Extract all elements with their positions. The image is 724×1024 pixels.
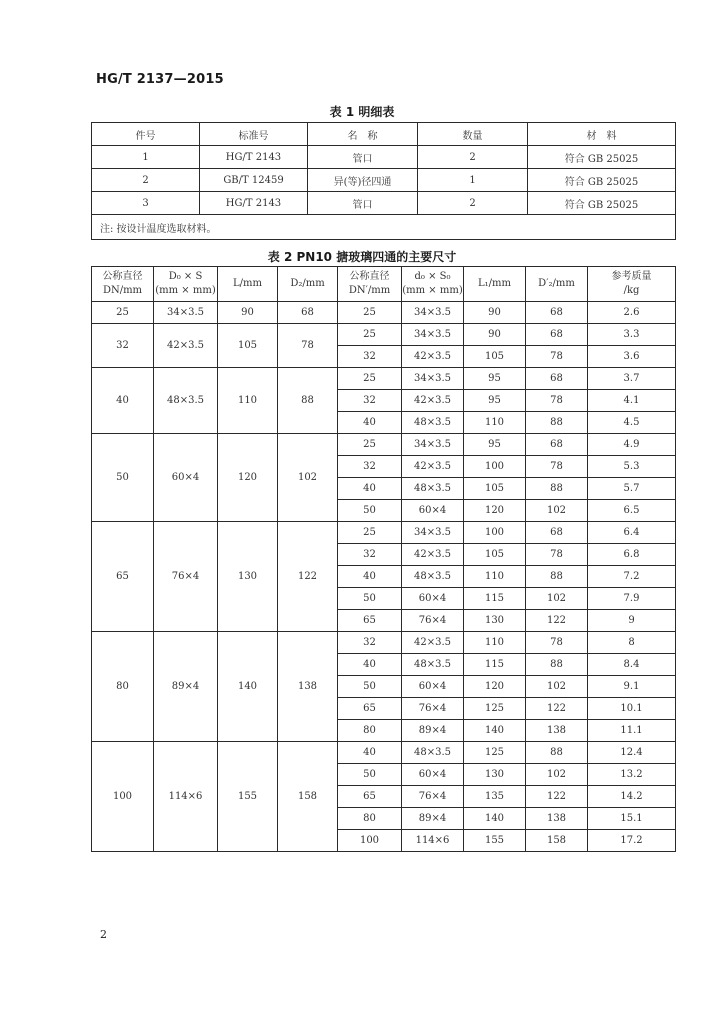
table2-cell: 115	[464, 588, 526, 610]
table2-header-cell	[588, 267, 676, 302]
table2-header-line: 公称直径	[102, 271, 143, 282]
table1-cell: 符合 GB 25025	[528, 146, 676, 169]
table2-cell: 78	[526, 632, 588, 654]
table1-caption: 表 1 明细表	[329, 105, 395, 119]
table2-cell: 76×4	[402, 610, 464, 632]
table2-cell: 2.6	[588, 302, 676, 324]
table2-cell: 40	[338, 566, 402, 588]
table2-header-row	[92, 267, 676, 302]
table2-cell: 100	[464, 522, 526, 544]
parts-list-table	[91, 122, 676, 240]
table2-cell: 60×4	[402, 500, 464, 522]
table2-cell: 90	[464, 324, 526, 346]
table2-cell: 68	[526, 324, 588, 346]
table2-cell: 80	[338, 808, 402, 830]
table1-cell: 符合 GB 25025	[528, 192, 676, 215]
table1-cell: 1	[92, 146, 200, 169]
table2-cell: 4.9	[588, 434, 676, 456]
table2-group-cell: 32	[92, 324, 154, 368]
table1-header-cell: 标准号	[200, 123, 308, 146]
table2-header-cell	[278, 267, 338, 302]
table1-header-cell: 名 称	[308, 123, 418, 146]
table2-cell: 25	[338, 522, 402, 544]
table2-cell: 100	[338, 830, 402, 852]
table2-cell: 125	[464, 698, 526, 720]
table1-cell: 异(等)径四通	[308, 169, 418, 192]
table2-cell: 115	[464, 654, 526, 676]
table1-cell: 符合 GB 25025	[528, 169, 676, 192]
table1-cell: 2	[92, 169, 200, 192]
table2-cell: 110	[464, 632, 526, 654]
table2-cell: 3.6	[588, 346, 676, 368]
table2-group-cell: 122	[278, 522, 338, 632]
table2-cell: 88	[526, 478, 588, 500]
table2-cell: 9	[588, 610, 676, 632]
standard-code: HG/T 2137—2015	[96, 72, 224, 87]
table2-header-line: DN/mm	[102, 285, 143, 296]
table2-cell: 110	[464, 566, 526, 588]
table2-cell: 68	[526, 302, 588, 324]
table2-group-cell: 120	[218, 434, 278, 522]
table2-cell: 68	[526, 522, 588, 544]
table2-header-line: D₀ × S	[168, 271, 203, 282]
table2-cell: 48×3.5	[402, 566, 464, 588]
table2-cell: 32	[338, 632, 402, 654]
table2-cell: 140	[464, 808, 526, 830]
table2-cell: 89×4	[402, 808, 464, 830]
table2-header-line: D₂/mm	[290, 278, 325, 289]
table1-cell: GB/T 12459	[200, 169, 308, 192]
table2-header-line: d₀ × S₀	[414, 271, 451, 282]
table2-cell: 34×3.5	[402, 522, 464, 544]
table1-cell: 1	[418, 169, 528, 192]
table1-cell: 2	[418, 146, 528, 169]
table2-cell: 120	[464, 500, 526, 522]
table2-group-cell: 80	[92, 632, 154, 742]
table2-cell: 60×4	[402, 764, 464, 786]
table2-cell: 42×3.5	[402, 390, 464, 412]
table1-cell: 3	[92, 192, 200, 215]
table2-cell: 48×3.5	[402, 654, 464, 676]
table2-cell: 60×4	[402, 676, 464, 698]
table2-cell: 25	[338, 434, 402, 456]
table2-cell: 80	[338, 720, 402, 742]
table2-cell: 76×4	[402, 698, 464, 720]
table2-group-cell: 76×4	[154, 522, 218, 632]
table2-cell: 40	[338, 654, 402, 676]
table2-cell: 5.3	[588, 456, 676, 478]
table2-cell: 42×3.5	[402, 346, 464, 368]
table1-row	[92, 192, 676, 215]
table2-group-cell: 68	[278, 302, 338, 324]
table2-cell: 48×3.5	[402, 478, 464, 500]
table2-cell: 8.4	[588, 654, 676, 676]
table2-cell: 105	[464, 346, 526, 368]
table2-cell: 50	[338, 500, 402, 522]
table2-cell: 88	[526, 742, 588, 764]
table2-row	[92, 632, 676, 654]
table2-cell: 34×3.5	[402, 302, 464, 324]
table1-row	[92, 146, 676, 169]
table2-cell: 3.7	[588, 368, 676, 390]
table2-cell: 25	[338, 324, 402, 346]
table2-cell: 65	[338, 786, 402, 808]
table2-cell: 90	[464, 302, 526, 324]
table2-cell: 95	[464, 434, 526, 456]
table2-cell: 95	[464, 368, 526, 390]
table2-group-cell: 105	[218, 324, 278, 368]
table2-row	[92, 302, 676, 324]
table2-cell: 3.3	[588, 324, 676, 346]
table2-cell: 88	[526, 412, 588, 434]
table2-cell: 32	[338, 456, 402, 478]
table2-cell: 102	[526, 676, 588, 698]
table1-cell: 管口	[308, 146, 418, 169]
table2-header-line: 参考质量	[611, 271, 652, 282]
table2-cell: 102	[526, 764, 588, 786]
table2-group-cell: 89×4	[154, 632, 218, 742]
table2-cell: 48×3.5	[402, 742, 464, 764]
table1-header-cell: 件号	[92, 123, 200, 146]
dimensions-table	[91, 266, 676, 852]
table2-row	[92, 368, 676, 390]
table2-cell: 102	[526, 500, 588, 522]
table2-group-cell: 65	[92, 522, 154, 632]
table2-group-cell: 130	[218, 522, 278, 632]
table1-note-row	[92, 215, 676, 240]
table2-cell: 10.1	[588, 698, 676, 720]
table2-cell: 76×4	[402, 786, 464, 808]
table2-cell: 100	[464, 456, 526, 478]
table2-header-line: /kg	[623, 285, 640, 296]
table2-cell: 9.1	[588, 676, 676, 698]
table2-cell: 89×4	[402, 720, 464, 742]
table2-cell: 138	[526, 808, 588, 830]
table2-cell: 122	[526, 786, 588, 808]
table2-cell: 78	[526, 346, 588, 368]
table2-group-cell: 114×6	[154, 742, 218, 852]
table2-cell: 102	[526, 588, 588, 610]
table2-cell: 7.9	[588, 588, 676, 610]
table2-cell: 65	[338, 698, 402, 720]
table2-cell: 114×6	[402, 830, 464, 852]
table2-group-cell: 50	[92, 434, 154, 522]
table2-cell: 12.4	[588, 742, 676, 764]
table2-cell: 6.4	[588, 522, 676, 544]
table2-group-cell: 110	[218, 368, 278, 434]
table2-group-cell: 90	[218, 302, 278, 324]
table2-caption: 表 2 PN10 搪玻璃四通的主要尺寸	[267, 250, 457, 264]
table2-cell: 122	[526, 610, 588, 632]
table1-cell: HG/T 2143	[200, 146, 308, 169]
table1-cell: HG/T 2143	[200, 192, 308, 215]
table1-cell: 管口	[308, 192, 418, 215]
table2-cell: 50	[338, 764, 402, 786]
table2-cell: 125	[464, 742, 526, 764]
table2-cell: 6.5	[588, 500, 676, 522]
table2-cell: 88	[526, 566, 588, 588]
table2-header-cell	[154, 267, 218, 302]
table2-group-cell: 140	[218, 632, 278, 742]
table2-cell: 15.1	[588, 808, 676, 830]
table2-cell: 42×3.5	[402, 632, 464, 654]
table2-cell: 68	[526, 434, 588, 456]
table2-row	[92, 742, 676, 764]
page-number: 2	[100, 928, 107, 941]
table2-cell: 88	[526, 654, 588, 676]
table2-group-cell: 48×3.5	[154, 368, 218, 434]
table2-group-cell: 138	[278, 632, 338, 742]
table2-cell: 155	[464, 830, 526, 852]
table2-group-cell: 155	[218, 742, 278, 852]
table2-cell: 122	[526, 698, 588, 720]
table2-header-cell	[338, 267, 402, 302]
table2-cell: 50	[338, 676, 402, 698]
table2-cell: 32	[338, 346, 402, 368]
table2-header-line: D′₂/mm	[538, 278, 575, 289]
table2-cell: 11.1	[588, 720, 676, 742]
table2-cell: 34×3.5	[402, 434, 464, 456]
table2-cell: 105	[464, 544, 526, 566]
table2-cell: 78	[526, 456, 588, 478]
table2-group-cell: 40	[92, 368, 154, 434]
table2-header-cell	[464, 267, 526, 302]
table2-cell: 78	[526, 390, 588, 412]
table2-header-line: L₁/mm	[478, 278, 511, 289]
table2-cell: 130	[464, 610, 526, 632]
table2-cell: 95	[464, 390, 526, 412]
table2-group-cell: 60×4	[154, 434, 218, 522]
table2-header-line: (mm × mm)	[402, 285, 463, 296]
table2-header-line: (mm × mm)	[155, 285, 216, 296]
table2-header-cell	[402, 267, 464, 302]
table2-row	[92, 324, 676, 346]
table2-cell: 42×3.5	[402, 544, 464, 566]
table2-cell: 105	[464, 478, 526, 500]
table1-cell: 2	[418, 192, 528, 215]
table2-group-cell: 42×3.5	[154, 324, 218, 368]
table2-cell: 135	[464, 786, 526, 808]
table2-cell: 158	[526, 830, 588, 852]
table2-group-cell: 102	[278, 434, 338, 522]
table2-group-cell: 34×3.5	[154, 302, 218, 324]
table2-row	[92, 434, 676, 456]
table2-header-line: 公称直径	[349, 271, 390, 282]
table2-cell: 25	[338, 368, 402, 390]
table2-cell: 120	[464, 676, 526, 698]
table2-cell: 40	[338, 412, 402, 434]
table1-header-row	[92, 123, 676, 146]
table2-cell: 50	[338, 588, 402, 610]
table1-header-cell: 材 料	[528, 123, 676, 146]
table1-note: 注: 按设计温度选取材料。	[92, 215, 676, 240]
table2-cell: 4.5	[588, 412, 676, 434]
table2-group-cell: 158	[278, 742, 338, 852]
table2-header-cell	[218, 267, 278, 302]
table2-cell: 4.1	[588, 390, 676, 412]
table2-cell: 60×4	[402, 588, 464, 610]
table2-cell: 40	[338, 742, 402, 764]
table2-cell: 34×3.5	[402, 368, 464, 390]
table2-cell: 6.8	[588, 544, 676, 566]
table2-group-cell: 100	[92, 742, 154, 852]
table2-cell: 32	[338, 544, 402, 566]
table2-cell: 25	[338, 302, 402, 324]
table2-header-cell	[92, 267, 154, 302]
table2-cell: 40	[338, 478, 402, 500]
table2-cell: 130	[464, 764, 526, 786]
table2-cell: 32	[338, 390, 402, 412]
table2-cell: 34×3.5	[402, 324, 464, 346]
table2-cell: 140	[464, 720, 526, 742]
table2-cell: 42×3.5	[402, 456, 464, 478]
table2-cell: 78	[526, 544, 588, 566]
table2-group-cell: 88	[278, 368, 338, 434]
table2-cell: 17.2	[588, 830, 676, 852]
table2-cell: 110	[464, 412, 526, 434]
table2-header-cell	[526, 267, 588, 302]
table2-cell: 13.2	[588, 764, 676, 786]
table2-cell: 138	[526, 720, 588, 742]
table2-header-line: DN′/mm	[348, 285, 391, 296]
table2-cell: 65	[338, 610, 402, 632]
table2-cell: 8	[588, 632, 676, 654]
table2-cell: 14.2	[588, 786, 676, 808]
table2-header-line: L/mm	[233, 278, 262, 289]
table2-row	[92, 522, 676, 544]
table2-cell: 5.7	[588, 478, 676, 500]
table1-row	[92, 169, 676, 192]
table2-cell: 68	[526, 368, 588, 390]
table2-group-cell: 78	[278, 324, 338, 368]
table2-cell: 7.2	[588, 566, 676, 588]
table1-header-cell: 数量	[418, 123, 528, 146]
table2-cell: 48×3.5	[402, 412, 464, 434]
table2-group-cell: 25	[92, 302, 154, 324]
